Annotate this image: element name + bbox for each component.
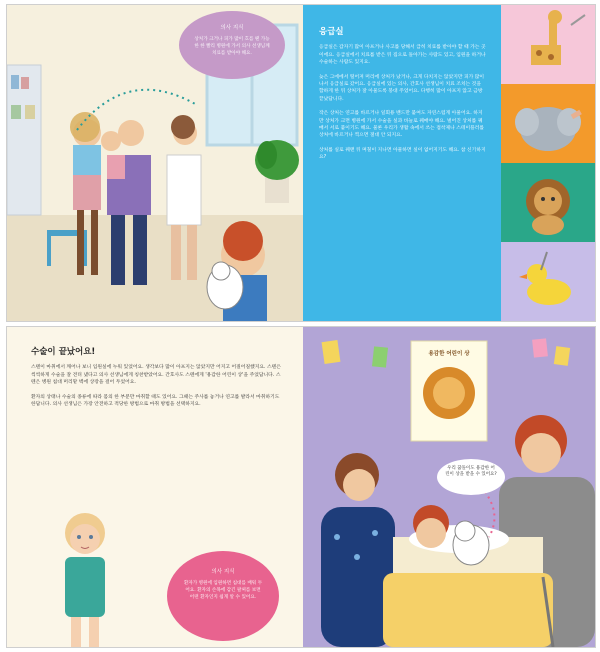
- paragraph: 응급실은 갑자기 많이 아프거나 사고를 당해서 급히 치료를 받아야 할 때 가는 곳이에요. 응급실에서 치료를 받은 뒤 집으로 돌아가는 사람도 있고, 입원을 하거나 수술하는 사람도 있지요.: [319, 45, 486, 66]
- right-page-illustration: [303, 327, 595, 647]
- page-heading: 수술이 끝났어요!: [31, 347, 96, 357]
- lion-toy-icon: [501, 163, 595, 242]
- page-heading: 응급실: [319, 27, 344, 37]
- lion-toy-panel: [501, 163, 595, 242]
- speech-bubble-text: 우리 꿈돌이도 용감한 어린이 상을 받을 수 있어요?: [445, 466, 497, 478]
- duck-toy-panel: [501, 242, 595, 321]
- paragraph: 스텐이 마취에서 깨어나 보니 입원실에 누워 있었어요. 생각보다 많이 아프지는 않았지만 어지고 어질어질했지요. 스텐은 씩씩하게 수술을 잘 견뎌 냈다고 의사 선생님에게 칭찬받았어요. 간호사도 스텐에게 '용감한 어린이 상'을 주었답니다. 스텐은 병원 침대 머리맡 벽에 상장을 걸어 두었어요.: [31, 365, 281, 386]
- paragraph: 상처를 실로 꿰맨 뒤 며칠이 지나면 아물하면 실이 없어지기도 해요. 참 신기하지요?: [319, 147, 486, 161]
- doctor-tip-bubble: [179, 11, 285, 79]
- giraffe-toy-panel: [501, 5, 595, 84]
- emergency-room-text: [319, 29, 487, 169]
- doctor-tip-title: 의사 지식: [211, 569, 235, 575]
- doctor-tip-text: 상처가 크거나 피가 많이 흐를 땐 가능한 한 빨리 병원에 가서 의사 선생님께 치료를 받아야 해요.: [194, 37, 270, 56]
- left-page-illustration: [7, 5, 303, 321]
- doctor-tip-text: 환자가 병원에 입원하면 침대를 배워 두어요. 환자의 손목에 감긴 팔찌를 보면 어떤 환자인지 쉽게 알 수 있어요.: [183, 581, 263, 600]
- paragraph: 작은 상처는 연고를 바르거나 일회용 밴드만 붙여도 자연스럽게 아물어요. 하지만 상처가 크면 병원에 가서 수술을 실과 바늘로 꿰매야 해요. 벌어진 상처를 꿰매서 서로 붙이기도 해요. 물론 우리가 생활 속에서 쓰는 접착제나 스테이플러를 상처에 바르거나 찍으면 절대 안 되지요.: [319, 111, 485, 139]
- toy-thumbnail-strip: [501, 5, 595, 321]
- elephant-toy-panel: [501, 84, 595, 163]
- speech-bubble: [437, 459, 505, 495]
- duck-toy-icon: [501, 242, 595, 321]
- paragraph: 환자의 상태나 수술의 종류에 따라 몸의 한 부분만 마취할 때도 있어요. 그때는 주사를 놓거나 연고를 발라서 마취하기도 한답니다. 의사 선생님은 가장 안전하고 적당한 방법으로 마취 방법을 선택하지요.: [31, 394, 280, 408]
- left-page-text: [7, 327, 303, 647]
- doctor-tip-title: 의사 지식: [220, 25, 244, 31]
- giraffe-toy-icon: [501, 5, 595, 84]
- surgery-done-text: [31, 349, 281, 415]
- book-spread-emergency-room: [6, 4, 596, 322]
- doctor-tip-bubble: [167, 551, 279, 641]
- elephant-toy-icon: [501, 84, 595, 163]
- right-page-text: [303, 5, 501, 321]
- girl-illustration: [41, 507, 131, 647]
- book-spread-surgery-done: [6, 326, 596, 648]
- paragraph: 늦은 그에에서 떨어져 머리에 상처가 났거나, 크게 다치지는 않았지만 피가 많이 나서 응급실로 갔어요. 응급실에 있는 의사, 간호사 선생님이 치료 조치는 것을 합하게 한 뒤 상처가 잘 아물도록 붕대 주었어요. 다행히 많이 아프지 않고 금방 끝났답니다.: [319, 74, 485, 102]
- certificate-title: 용감한 어린이 상: [428, 351, 470, 357]
